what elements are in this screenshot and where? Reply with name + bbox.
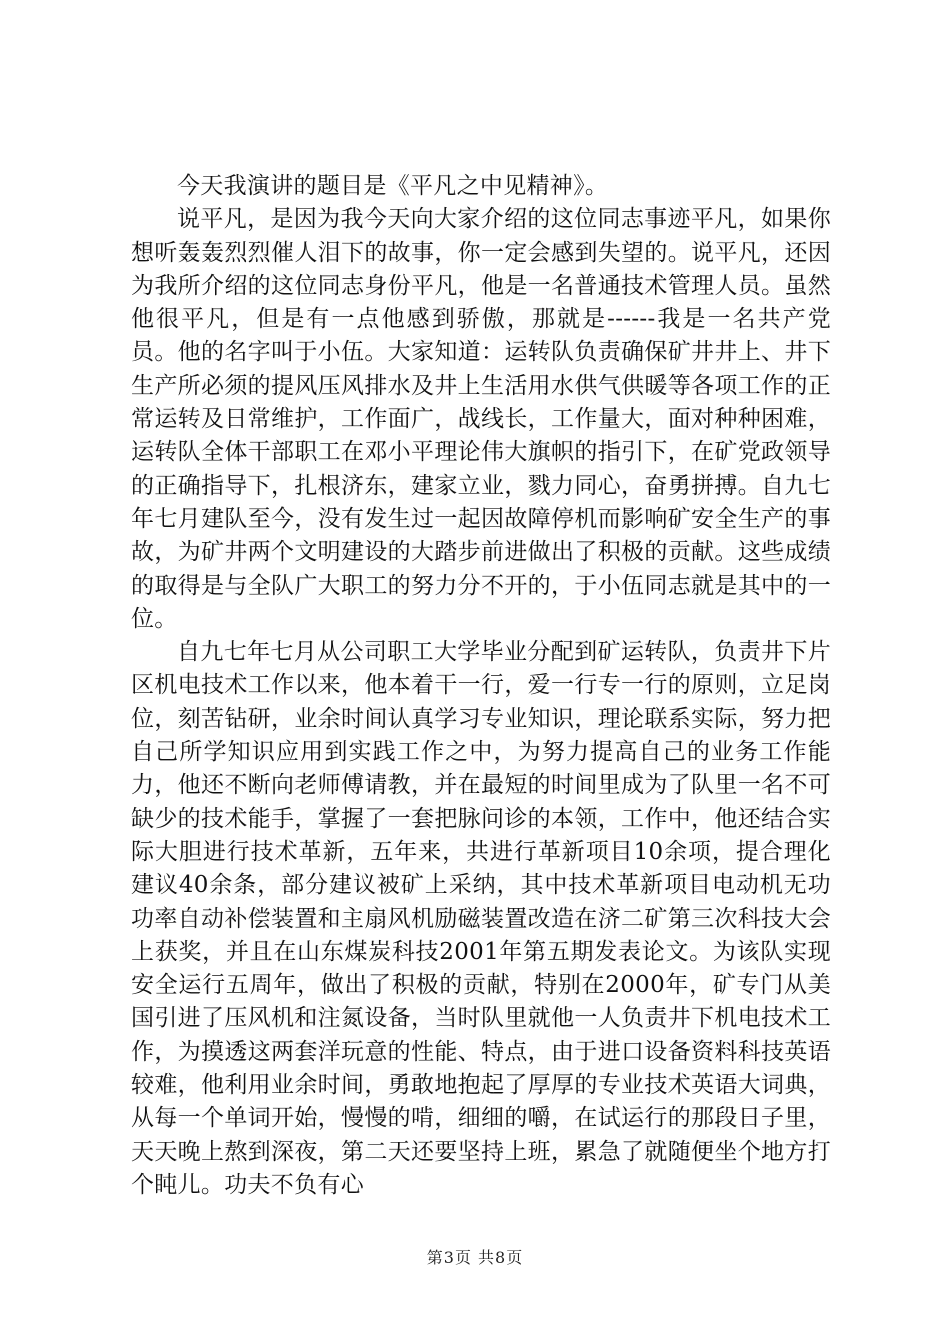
paragraph-ordinary: 说平凡，是因为我今天向大家介绍的这位同志事迹平凡，如果你想听轰轰烈烈催人泪下的故事，你一定会感到失望的。说平凡，还因为我所介绍的这位同志身份平凡，他是一名普通技术管理人员。虽然他很平凡，但是有一点他感到骄傲，那就是------我是一名共产党员。他的名字叫于小伍。大家知道：运转队负责确保矿井井上、井下生产所必须的提风压风排水及井上生活用水供气供暖等各项工作的正常运转及日常维护，工作面广，战线长，工作量大，面对种种困难，运转队全体干部职工在邓小平理论伟大旗帜的指引下，在矿党政领导的正确指导下，扎根济东，建家立业，戮力同心，奋勇拼搏。自九七年七月建队至今，没有发生过一起因故障停机而影响矿安全生产的事故，为矿井两个文明建设的大踏步前进做出了积极的贡献。这些成绩的取得是与全队广大职工的努力分不开的，于小伍同志就是其中的一位。 <box>131 206 831 632</box>
paragraph-title-intro: 今天我演讲的题目是《平凡之中见精神》。 <box>177 173 609 199</box>
document-body <box>131 170 831 1202</box>
paragraph-career: 自九七年七月从公司职工大学毕业分配到矿运转队，负责井下片区机电技术工作以来，他本着干一行，爱一行专一行的原则，立足岗位，刻苦钻研，业余时间认真学习专业知识，理论联系实际，努力把自己所学知识应用到实践工作之中，为努力提高自己的业务工作能力，他还不断向老师傅请教，并在最短的时间里成为了队里一名不可缺少的技术能手，掌握了一套把脉问诊的本领，工作中，他还结合实际大胆进行技术革新，五年来，共进行革新项目10余项，提合理化建议40余条，部分建议被矿上采纳，其中技术革新项目电动机无功功率自动补偿装置和主扇风机励磁装置改造在济二矿第三次科技大会上获奖，并且在山东煤炭科技2001年第五期发表论文。为该队实现安全运行五周年，做出了积极的贡献，特别在2000年，矿专门从美国引进了压风机和注氮设备，当时队里就他一人负责井下机电技术工作，为摸透这两套洋玩意的性能、特点，由于进口设备资料科技英语较难，他利用业余时间，勇敢地抱起了厚厚的专业技术英语大词典，从每一个单词开始，慢慢的啃，细细的嚼，在试运行的那段日子里，天天晚上熬到深夜，第二天还要坚持上班，累急了就随便坐个地方打个盹儿。功夫不负有心 <box>131 639 831 1198</box>
page-footer: 第3页 共8页 <box>426 1248 524 1267</box>
